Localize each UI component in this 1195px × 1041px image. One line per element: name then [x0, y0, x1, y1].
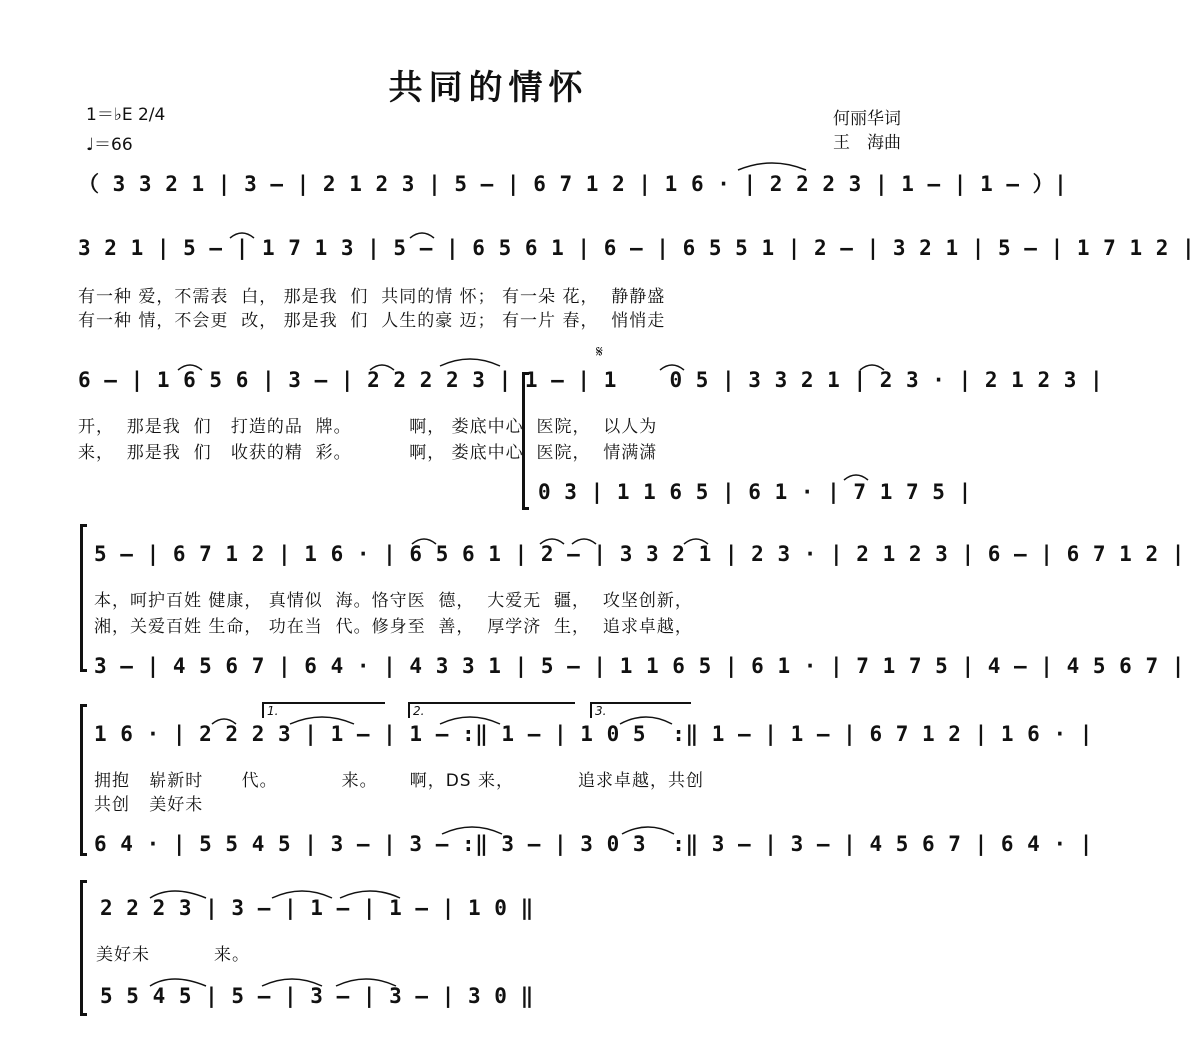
lyricist-credit: 何丽华词 [833, 109, 901, 129]
lyric-line-3a: 开， 那是我 们 打造的品 牌。 啊， 娄底中心 医院， 以人为 [78, 417, 658, 437]
notation-line-2: 3 2 1 | 5 — | 1 7 1 3 | 5 — | 6 5 6 1 | 6 — | 6 5 5 1 | 2 — | 3 2 1 | 5 — | 1 7 1 2 | [78, 236, 1195, 260]
harmony-line-5: 6 4 · | 5 5 4 5 | 3 — | 3 — :‖ 3 — | 3 0 3 :‖ 3 — | 3 — | 4 5 6 7 | 6 4 · | [94, 832, 1093, 856]
lyric-line-4b: 湘，关爱百姓 生命， 功在当 代。修身至 善， 厚学济 生， 追求卓越， [94, 617, 693, 637]
lyric-line-6: 美好未 来。 [96, 945, 251, 965]
notation-line-4: 5 — | 6 7 1 2 | 1 6 · | 6 5 6 1 | 2 — | 3 3 2 1 | 2 3 · | 2 1 2 3 | 6 — | 6 7 1 2 | [94, 542, 1185, 566]
volta-3: 3. [590, 702, 691, 718]
lyric-line-5a: 拥抱 崭新时 代。 来。 啊，DS 来， 追求卓越，共创 [94, 771, 705, 791]
segno-sign: 𝄋 [596, 342, 603, 361]
harmony-line-4: 3 — | 4 5 6 7 | 6 4 · | 4 3 3 1 | 5 — | 1 1 6 5 | 6 1 · | 7 1 7 5 | 4 — | 4 5 6 7 | [94, 654, 1185, 678]
tempo-marking: ♩＝66 [86, 135, 133, 155]
lyric-line-5b: 共创 美好未 [94, 795, 204, 815]
song-title: 共同的情怀 [388, 68, 589, 108]
composer-credit: 王 海曲 [833, 133, 901, 153]
lyric-line-2b: 有一种 情，不会更 改， 那是我 们 人生的豪 迈； 有一片 春， 悄悄走 [78, 311, 666, 331]
key-signature: 1＝♭E 2/4 [86, 105, 166, 125]
harmony-line-6: 5 5 4 5 | 5 — | 3 — | 3 — | 3 0 ‖ [100, 984, 534, 1008]
notation-line-1: （ 3 3 2 1 | 3 — | 2 1 2 3 | 5 — | 6 7 1 2 | 1 6 · | 2 2 2 3 | 1 — | 1 — ）| [78, 172, 1068, 196]
lyric-line-2a: 有一种 爱，不需表 白， 那是我 们 共同的情 怀； 有一朵 花， 静静盛 [78, 287, 666, 307]
notation-line-5: 1 6 · | 2 2 2 3 | 1 — | 1 — :‖ 1 — | 1 0 5 :‖ 1 — | 1 — | 6 7 1 2 | 1 6 · | [94, 722, 1093, 746]
notation-line-6: 2 2 2 3 | 3 — | 1 — | 1 — | 1 0 ‖ [100, 896, 534, 920]
notation-line-3: 6 — | 1 6 5 6 | 3 — | 2 2 2 2 3 | 1 — | 1 0 5 | 3 3 2 1 | 2 3 · | 2 1 2 3 | [78, 368, 1104, 392]
lyric-line-3b: 来， 那是我 们 收获的精 彩。 啊， 娄底中心 医院， 情满潇 [78, 443, 658, 463]
lyric-line-4a: 本，呵护百姓 健康， 真情似 海。恪守医 德， 大爱无 疆， 攻坚创新， [94, 591, 693, 611]
volta-1: 1. [262, 702, 385, 718]
harmony-line-3: 0 3 | 1 1 6 5 | 6 1 · | 7 1 7 5 | [538, 480, 972, 504]
volta-2: 2. [408, 702, 575, 718]
